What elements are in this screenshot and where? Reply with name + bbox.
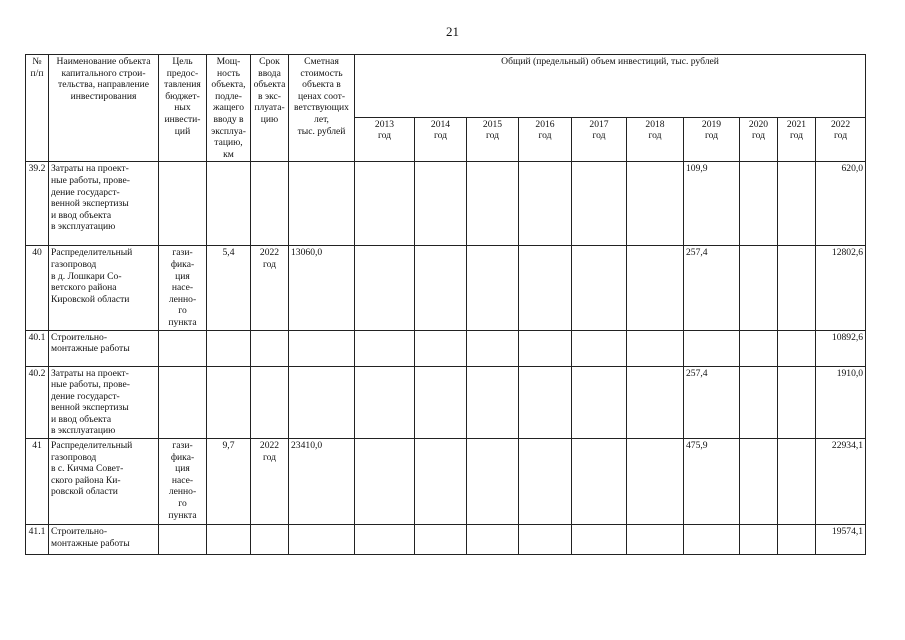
- amount-cell: [355, 162, 415, 246]
- amount-cell: [778, 246, 816, 330]
- investment-purpose: гази- фика- ция насе- ленно- го пункта: [159, 439, 207, 525]
- amount-cell: [627, 439, 684, 525]
- amount-cell: [519, 330, 572, 366]
- amount-cell: [467, 246, 519, 330]
- amount-cell: [572, 366, 627, 439]
- amount-cell: [778, 439, 816, 525]
- row-number: 39.2: [26, 162, 49, 246]
- amount-cell: [778, 525, 816, 555]
- estimated-cost: 13060,0: [289, 246, 355, 330]
- amount-cell: [519, 525, 572, 555]
- amount-cell: [415, 525, 467, 555]
- commissioning-term: 2022 год: [251, 439, 289, 525]
- header-year: 2017 год: [572, 117, 627, 162]
- amount-cell: [740, 246, 778, 330]
- amount-cell: [627, 366, 684, 439]
- commissioning-term: [251, 366, 289, 439]
- object-capacity: [207, 330, 251, 366]
- object-name: Строительно- монтажные работы: [49, 330, 159, 366]
- amount-cell: [740, 525, 778, 555]
- investment-purpose: [159, 162, 207, 246]
- amount-cell: [740, 366, 778, 439]
- amount-2022: 12802,6: [816, 246, 866, 330]
- amount-cell: [572, 525, 627, 555]
- object-name: Строительно- монтажные работы: [49, 525, 159, 555]
- amount-cell: [519, 366, 572, 439]
- amount-cell: [778, 162, 816, 246]
- amount-cell: [467, 162, 519, 246]
- object-capacity: 9,7: [207, 439, 251, 525]
- amount-cell: [572, 246, 627, 330]
- amount-cell: [467, 525, 519, 555]
- amount-2019: 257,4: [684, 246, 740, 330]
- amount-cell: [740, 162, 778, 246]
- amount-cell: [778, 330, 816, 366]
- amount-cell: [519, 246, 572, 330]
- row-number: 40: [26, 246, 49, 330]
- header-year: 2018 год: [627, 117, 684, 162]
- object-capacity: [207, 162, 251, 246]
- investment-purpose: [159, 525, 207, 555]
- amount-cell: [415, 366, 467, 439]
- amount-cell: [467, 366, 519, 439]
- amount-2019: [684, 525, 740, 555]
- investment-table: [25, 54, 866, 555]
- amount-cell: [519, 162, 572, 246]
- header-name: Наименование объекта капитального строи- тельства, направление инвестирования: [49, 55, 159, 162]
- header-year: 2019 год: [684, 117, 740, 162]
- header-year: 2021 год: [778, 117, 816, 162]
- header-capacity: Мощ- ность объекта, подле- жащего вводу в эксплуа- тацию, км: [207, 55, 251, 162]
- object-capacity: 5,4: [207, 246, 251, 330]
- header-purpose: Цель предос- тавления бюджет- ных инвести- ций: [159, 55, 207, 162]
- commissioning-term: [251, 525, 289, 555]
- header-year: 2022 год: [816, 117, 866, 162]
- table-row: [26, 525, 866, 555]
- amount-cell: [355, 439, 415, 525]
- commissioning-term: [251, 330, 289, 366]
- amount-cell: [740, 330, 778, 366]
- amount-cell: [415, 162, 467, 246]
- table-row: [26, 246, 866, 330]
- object-name: Распределительный газопровод в с. Кичма Совет- ского района Ки- ровской области: [49, 439, 159, 525]
- amount-cell: [627, 162, 684, 246]
- page-number: 21: [446, 24, 459, 39]
- commissioning-term: 2022 год: [251, 246, 289, 330]
- amount-2019: 109,9: [684, 162, 740, 246]
- object-name: Затраты на проект- ные работы, прове- дение государст- венной экспертизы и ввод объекта в эксплуатацию: [49, 366, 159, 439]
- estimated-cost: [289, 330, 355, 366]
- header-year: 2020 год: [740, 117, 778, 162]
- amount-cell: [355, 246, 415, 330]
- header-cost: Сметная стоимость объекта в ценах соот- ветствующих лет, тыс. рублей: [289, 55, 355, 162]
- amount-2022: 1910,0: [816, 366, 866, 439]
- amount-cell: [627, 246, 684, 330]
- amount-cell: [572, 439, 627, 525]
- object-capacity: [207, 366, 251, 439]
- row-number: 41.1: [26, 525, 49, 555]
- table-row: [26, 162, 866, 246]
- amount-2022: 19574,1: [816, 525, 866, 555]
- object-capacity: [207, 525, 251, 555]
- table-row: [26, 330, 866, 366]
- amount-2019: [684, 330, 740, 366]
- header-year: 2015 год: [467, 117, 519, 162]
- amount-cell: [355, 366, 415, 439]
- amount-2019: 475,9: [684, 439, 740, 525]
- header-term: Срок ввода объекта в экс- плуата- цию: [251, 55, 289, 162]
- amount-cell: [355, 525, 415, 555]
- object-name: Распределительный газопровод в д. Лошкари Со- ветского района Кировской области: [49, 246, 159, 330]
- commissioning-term: [251, 162, 289, 246]
- amount-cell: [778, 366, 816, 439]
- header-investment: Общий (предельный) объем инвестиций, тыс. рублей: [355, 55, 866, 118]
- amount-cell: [415, 439, 467, 525]
- investment-purpose: [159, 366, 207, 439]
- estimated-cost: [289, 525, 355, 555]
- amount-2022: 620,0: [816, 162, 866, 246]
- row-number: 41: [26, 439, 49, 525]
- object-name: Затраты на проект- ные работы, прове- дение государст- венной экспертизы и ввод объекта в эксплуатацию: [49, 162, 159, 246]
- header-year: 2013 год: [355, 117, 415, 162]
- header-year: 2014 год: [415, 117, 467, 162]
- estimated-cost: [289, 162, 355, 246]
- amount-2019: 257,4: [684, 366, 740, 439]
- amount-cell: [355, 330, 415, 366]
- table-row: [26, 366, 866, 439]
- table-row: [26, 439, 866, 525]
- amount-cell: [572, 330, 627, 366]
- investment-purpose: гази- фика- ция насе- ленно- го пункта: [159, 246, 207, 330]
- estimated-cost: 23410,0: [289, 439, 355, 525]
- amount-2022: 10892,6: [816, 330, 866, 366]
- header-num: № п/п: [26, 55, 49, 162]
- estimated-cost: [289, 366, 355, 439]
- row-number: 40.1: [26, 330, 49, 366]
- amount-cell: [467, 439, 519, 525]
- amount-cell: [740, 439, 778, 525]
- amount-cell: [415, 246, 467, 330]
- amount-cell: [627, 330, 684, 366]
- amount-2022: 22934,1: [816, 439, 866, 525]
- amount-cell: [467, 330, 519, 366]
- investment-purpose: [159, 330, 207, 366]
- row-number: 40.2: [26, 366, 49, 439]
- amount-cell: [572, 162, 627, 246]
- amount-cell: [415, 330, 467, 366]
- amount-cell: [627, 525, 684, 555]
- amount-cell: [519, 439, 572, 525]
- header-year: 2016 год: [519, 117, 572, 162]
